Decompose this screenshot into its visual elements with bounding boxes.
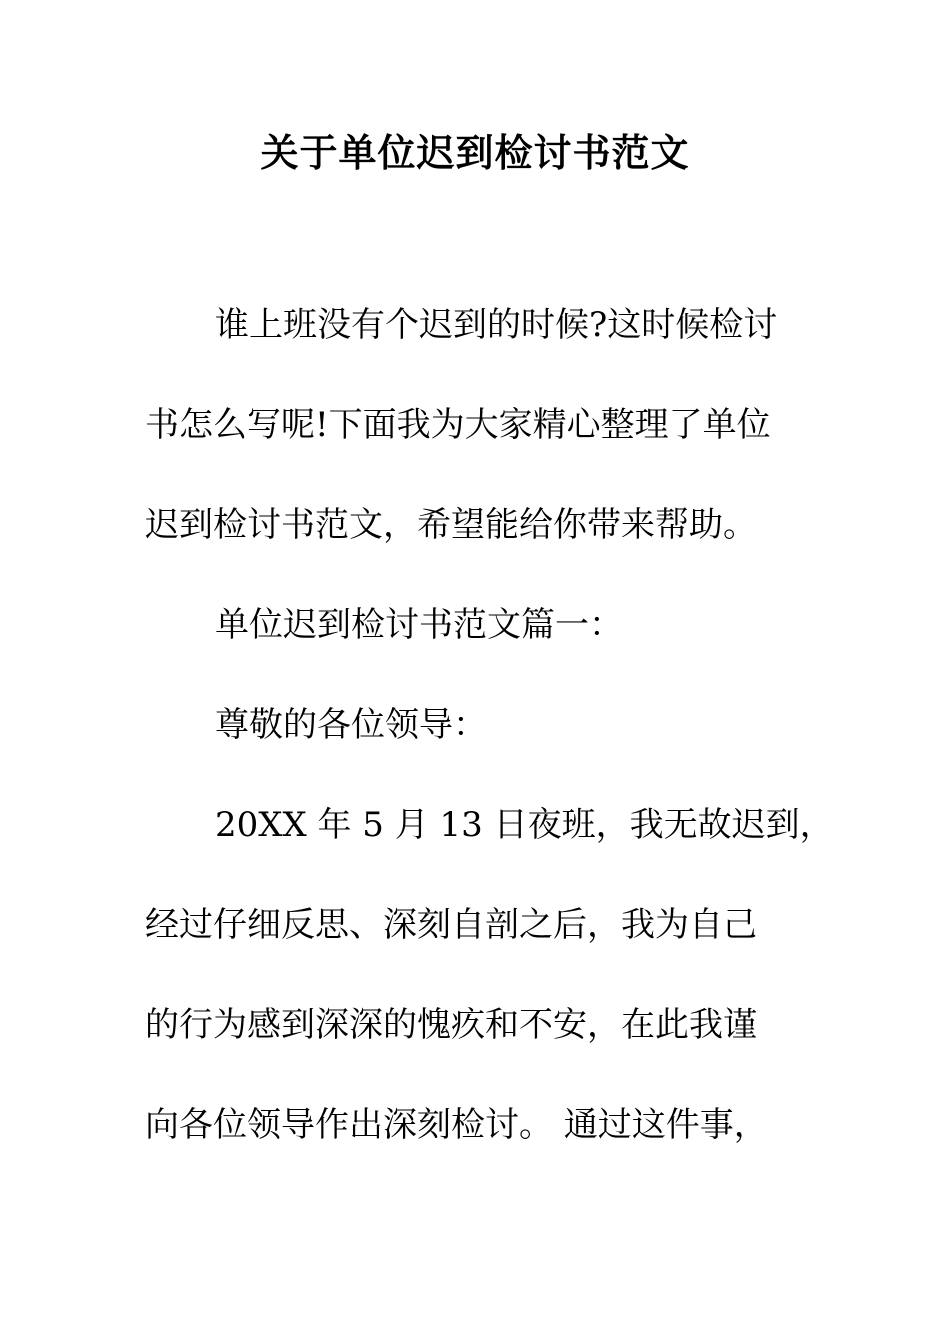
paragraph-line: 向各位领导作出深刻检讨。 通过这件事， xyxy=(145,1105,768,1145)
paragraph-line: 书怎么写呢!下面我为大家精心整理了单位 xyxy=(145,405,771,445)
paragraph-line: 的行为感到深深的愧疚和不安，在此我谨 xyxy=(145,1005,757,1045)
paragraph-line: 迟到检讨书范文，希望能给你带来帮助。 xyxy=(145,505,757,545)
document-title: 关于单位迟到检讨书范文 xyxy=(260,130,690,175)
paragraph-line: 谁上班没有个迟到的时候?这时候检讨 xyxy=(215,305,778,345)
paragraph-line: 经过仔细反思、深刻自剖之后，我为自己 xyxy=(145,905,757,945)
section-heading: 单位迟到检讨书范文篇一： xyxy=(215,605,623,645)
salutation: 尊敬的各位领导： xyxy=(215,705,487,745)
paragraph-line: 20XX 年 5 月 13 日夜班，我无故迟到， xyxy=(215,805,834,845)
